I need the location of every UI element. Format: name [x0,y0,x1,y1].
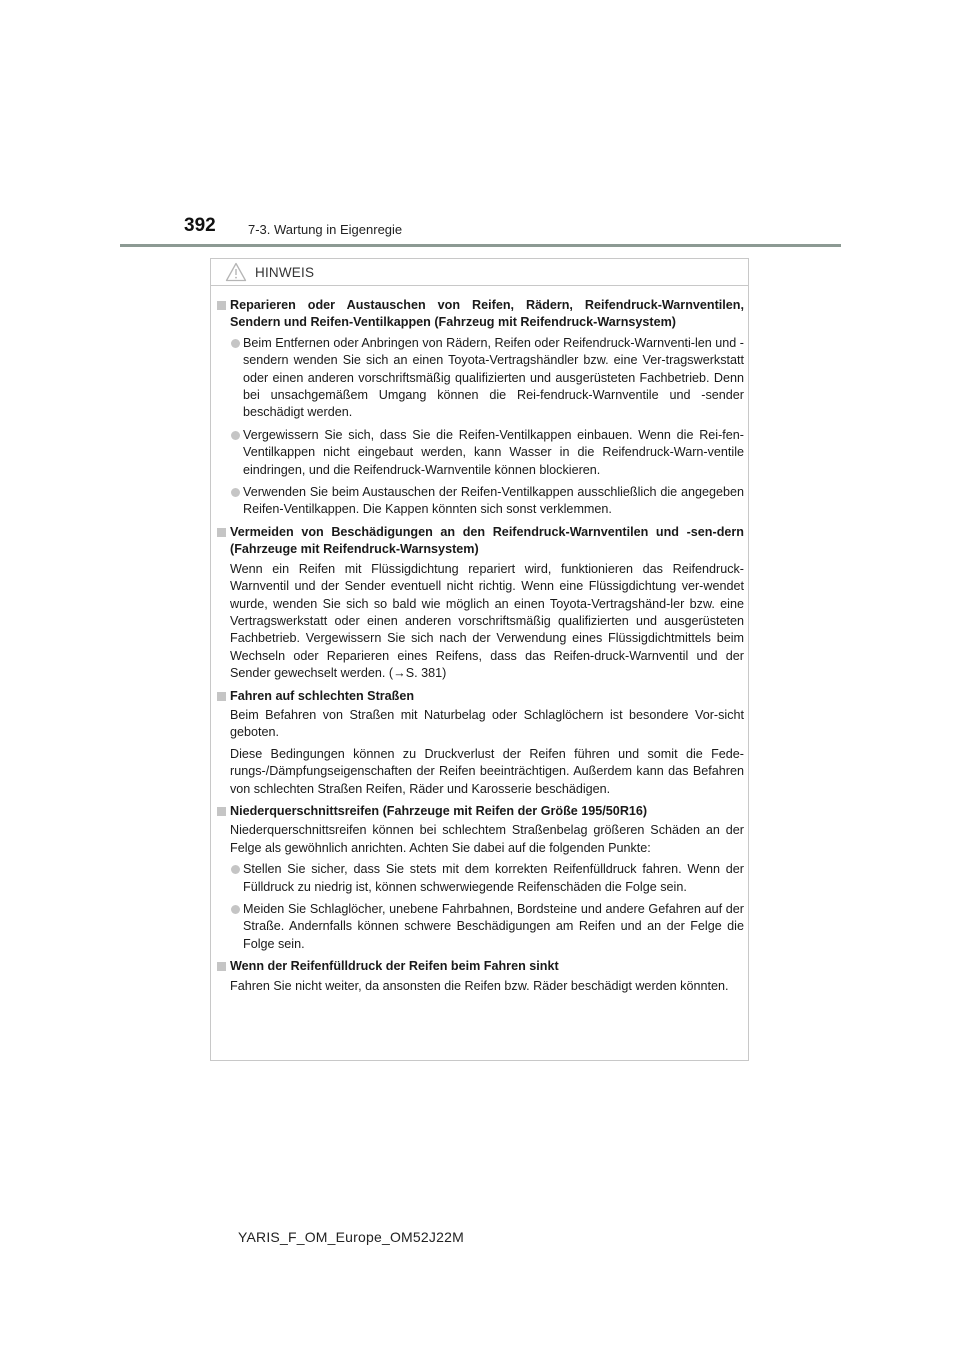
circle-bullet-icon [231,865,240,874]
section-title: 7-3. Wartung in Eigenregie [248,222,403,237]
notice-header [211,259,748,286]
notice-body [217,297,744,1000]
circle-bullet-icon [231,905,240,914]
square-bullet-icon [217,692,226,701]
section-paragraph: Fahren Sie nicht weiter, da ansonsten die Reifen bzw. Räder beschädigt werden könnten. [230,978,729,993]
list-item [230,484,744,519]
section-paragraph: Beim Befahren von Straßen mit Naturbelag oder Schlaglöchern ist besondere Vor-sicht geboten. [230,707,744,740]
list-item-text: Beim Entfernen oder Anbringen von Rädern, Reifen oder Reifendruck-Warnventi-len und -sendern wenden Sie sich an einen Toyota-Vertragshändler bzw. eine Ver-tragswerkstatt oder einen anderen vorschriftsmäßig qualifizierten und ausgerüsteten Fachbetrieb. Denn bei unsachgemäßem Umgang können die Rei-fendruck-Warnventile und -sender beschädigt werden. [243,335,744,420]
square-bullet-icon [217,962,226,971]
list-item [230,427,744,479]
list-item-text: Verwenden Sie beim Austauschen der Reifen-Ventilkappen ausschließlich die angegeben Reifen-Ventilkappen. Die Kappen könnten sich sonst verklemmen. [243,485,744,517]
list-item [230,861,744,896]
notice-section [217,803,744,953]
circle-bullet-icon [231,339,240,348]
section-heading: Vermeiden von Beschädigungen an den Reifendruck-Warnventilen und -sen-dern (Fahrzeuge mit Reifendruck-Warnsystem) [230,524,744,557]
header-rule [120,244,841,247]
square-bullet-icon [217,807,226,816]
notice-section [217,524,744,683]
section-heading: Wenn der Reifenfülldruck der Reifen beim Fahren sinkt [230,959,559,974]
section-heading: Fahren auf schlechten Straßen [230,688,415,703]
notice-box [210,258,749,1061]
list-item-text: Stellen Sie sicher, dass Sie stets mit dem korrekten Reifenfülldruck fahren. Wenn der Fülldruck zu niedrig ist, können schwerwiegende Reifenschäden die Folge sein. [243,862,744,894]
warning-triangle-icon [225,262,247,282]
footer-document-id: YARIS_F_OM_Europe_OM52J22M [238,1229,464,1245]
section-paragraph: Wenn ein Reifen mit Flüssigdichtung repariert wird, funktionieren das Reifendruck-Warnventil und der Sender eventuell nicht richtig. Wenn eine Flüssigdichtung ver-wendet wurde, wenden Sie sich so bald wie möglich an einen Toyota-Vertragshänd-ler bzw. eine Vertragswerkstatt oder einen anderen vorschriftsmäßig qualifizierten und ausgerüsteten Fachbetrieb. Vergewissern Sie sich nach der Verwendung eines Flüssigdichtmittels beim Wechseln oder Reparieren eines Reifens, dass das Reifen-druck-Warnventil und der Sender gewechselt werden. (→S. 381) [230,561,744,681]
circle-bullet-icon [231,488,240,497]
notice-section [217,297,744,519]
notice-section [217,958,744,995]
circle-bullet-icon [231,431,240,440]
section-heading: Reparieren oder Austauschen von Reifen, Rädern, Reifendruck-Warnventilen, Sendern und Reifen-Ventilkappen (Fahrzeug mit Reifendruck-Warnsystem) [230,298,744,330]
list-item-text: Meiden Sie Schlaglöcher, unebene Fahrbahnen, Bordsteine und andere Gefahren auf der Straße. Andernfalls können schwere Beschädigungen am Reifen und an der Felge die Folge sein. [243,902,744,951]
list-item-text: Vergewissern Sie sich, dass Sie die Reifen-Ventilkappen einbauen. Wenn die Rei-fen-Ventilkappen nicht eingebaut werden, kann Wasser in die Reifendruck-Warn-ventile eindringen, und die Reifendruck-Warnventile können blockieren. [243,427,744,477]
list-item [230,901,744,953]
square-bullet-icon [217,301,226,310]
section-paragraph: Diese Bedingungen können zu Druckverlust der Reifen führen und somit die Fede-rungs-/Dämpfungseigenschaften der Reifen beeinträchtigen. Außerdem kann das Befahren von schlechten Straßen Reifen, Räder und Karosserie beschädigen. [230,746,744,796]
notice-label: HINWEIS [255,265,315,280]
list-item [230,335,744,422]
square-bullet-icon [217,528,226,537]
page-number: 392 [184,215,216,236]
notice-section [217,688,744,798]
section-heading: Niederquerschnittsreifen (Fahrzeuge mit Reifen der Größe 195/50R16) [230,803,648,818]
section-paragraph: Niederquerschnittsreifen können bei schlechtem Straßenbelag größeren Schäden an der Felge als gewöhnlich anrichten. Achten Sie dabei auf die folgenden Punkte: [230,823,744,855]
